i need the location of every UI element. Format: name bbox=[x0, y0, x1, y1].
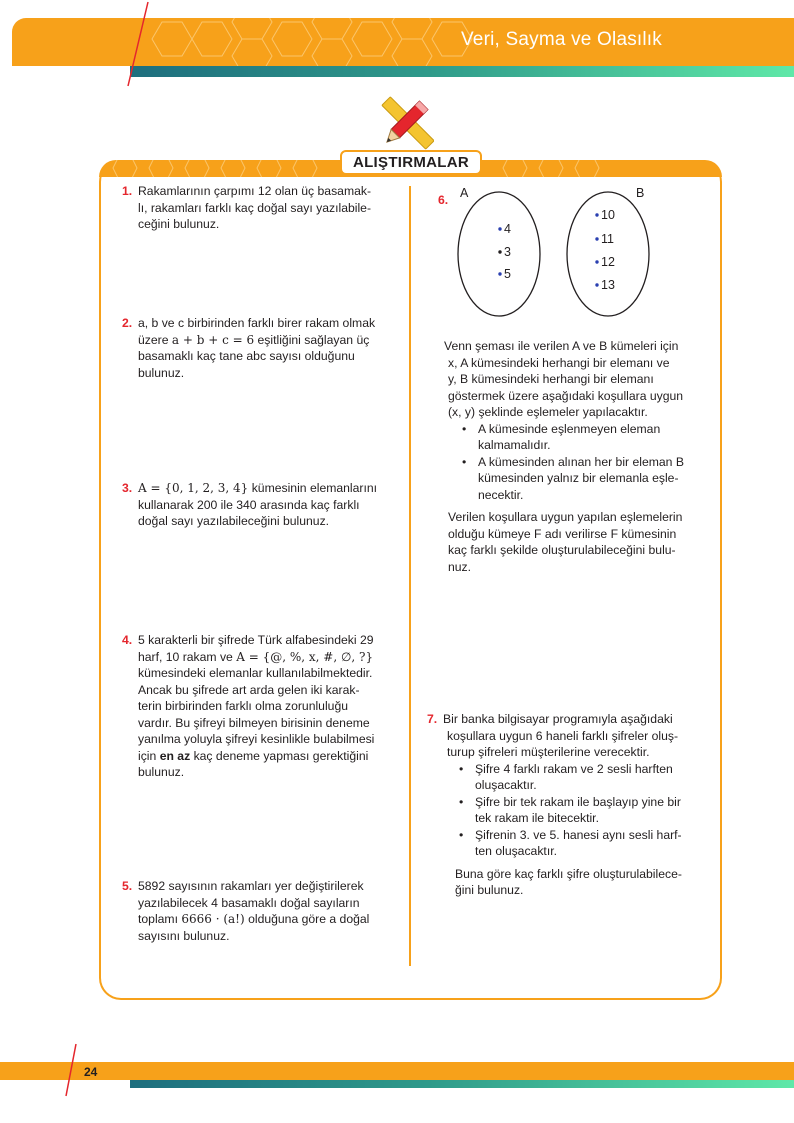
question-text-line: Venn şeması ile verilen A ve B kümeleri için bbox=[444, 339, 679, 353]
text-segment: harf, 10 rakam ve bbox=[138, 649, 233, 664]
question-text-line: vardır. Bu şifreyi bilmeyen birisinin deneme bbox=[138, 715, 370, 730]
set-a-element: 5 bbox=[504, 267, 511, 281]
question-text-line: basamaklı kaç tane abc sayısı olduğunu bbox=[138, 349, 355, 363]
emphasis-text: en az bbox=[159, 748, 191, 763]
set-b-dot bbox=[595, 213, 598, 216]
question-number: 5. bbox=[122, 879, 133, 893]
column-divider bbox=[409, 186, 411, 966]
question-number: 4. bbox=[122, 633, 133, 647]
question-text-line: (x, y) şeklinde eşlemeler yapılacaktır. bbox=[448, 405, 648, 419]
question-number: 1. bbox=[122, 184, 133, 198]
question-text-line: a, b ve c birbirinden farklı birer rakam olmak bbox=[138, 316, 376, 330]
set-a-label: A bbox=[460, 188, 469, 200]
question-text-line: y, B kümesindeki herhangi bir elemanı bbox=[448, 372, 654, 386]
question-text-line: nuz. bbox=[448, 559, 472, 574]
set-b-element: 13 bbox=[601, 278, 615, 292]
footer-banner bbox=[0, 1062, 794, 1080]
condition-item bbox=[456, 454, 709, 504]
chapter-title: Veri, Sayma ve Olasılık bbox=[460, 29, 662, 50]
text-segment: kaç deneme yapması gerektiğini bbox=[193, 748, 369, 763]
question-text-line: • A kümesinden alınan her bir eleman B bbox=[478, 454, 684, 469]
question-text-line: lı, rakamları farklı kaç doğal sayı yazılabile- bbox=[138, 200, 372, 215]
text-segment: üzere bbox=[138, 332, 169, 347]
set-b-dot bbox=[595, 283, 598, 286]
question-text-line: bulunuz. bbox=[138, 765, 185, 779]
page-number: 24 bbox=[84, 1065, 98, 1079]
question-text-line: • Şifre 4 farklı rakam ve 2 sesli harften bbox=[475, 761, 673, 776]
question-text-line: kalmamalıdır. bbox=[478, 438, 551, 452]
header-gradient-bar bbox=[130, 66, 794, 77]
question-text-line: yanılma yoluyla şifreyi kesinlikle bulabilmesi bbox=[138, 732, 375, 746]
question-6-text bbox=[444, 338, 709, 575]
set-b-element: 12 bbox=[601, 255, 615, 269]
question-text-line: x, A kümesindeki herhangi bir elemanı ve bbox=[448, 355, 670, 370]
condition-item bbox=[453, 827, 715, 860]
question-number: 2. bbox=[122, 316, 133, 330]
math-expression: 6666 · (a!) bbox=[181, 912, 245, 926]
set-b-element: 10 bbox=[601, 208, 615, 222]
pencil-ruler-icon bbox=[378, 94, 434, 152]
question-text-line: 5 karakterli bir şifrede Türk alfabesindeki 29 bbox=[138, 633, 374, 647]
set-a-dot bbox=[498, 227, 501, 230]
condition-item bbox=[453, 761, 715, 794]
venn-diagram bbox=[456, 188, 676, 320]
condition-list bbox=[447, 761, 715, 860]
question-text-line: kullanarak 200 ile 340 arasında kaç farklı bbox=[138, 497, 360, 512]
condition-item bbox=[456, 421, 709, 454]
text-segment: olduğuna göre a doğal bbox=[248, 912, 370, 926]
question-text-line bbox=[138, 649, 403, 666]
set-b-dot bbox=[595, 260, 598, 263]
question-3 bbox=[122, 480, 403, 530]
question-text-line: Ancak bu şifrede art arda gelen iki karak- bbox=[138, 682, 360, 697]
question-text-line bbox=[138, 748, 403, 765]
footer-red-slash bbox=[0, 1040, 90, 1100]
question-number: 3. bbox=[122, 481, 133, 495]
question-text-line: koşullara uygun 6 haneli farklı şifreler oluş- bbox=[447, 728, 678, 743]
question-text-line: oluşacaktır. bbox=[475, 778, 537, 792]
question-2 bbox=[122, 315, 403, 381]
text-segment: için bbox=[138, 748, 157, 763]
question-text-line: terin birbirinden farklı olma zorunluluğu bbox=[138, 699, 349, 713]
question-text-line: • Şifre bir tek rakam ile başlayıp yine bir bbox=[475, 794, 681, 809]
set-b-dot bbox=[595, 237, 598, 240]
question-text-line: turup şifreleri müşterilerine verecektir. bbox=[447, 745, 650, 759]
set-a-dot bbox=[498, 250, 501, 253]
question-text-line: Bir banka bilgisayar programıyla aşağıdaki bbox=[443, 712, 673, 726]
set-a-element: 3 bbox=[504, 245, 511, 259]
question-text-line: Buna göre kaç farklı şifre oluşturulabilece- bbox=[455, 866, 682, 881]
condition-list bbox=[448, 421, 709, 504]
question-text-line: ceğini bulunuz. bbox=[138, 217, 220, 231]
question-text-line: bulunuz. bbox=[138, 365, 185, 380]
set-a-ellipse bbox=[458, 192, 540, 316]
question-text-line: olduğu kümeye F adı verilirse F kümesinin bbox=[448, 526, 677, 541]
question-number: 6. bbox=[438, 193, 449, 207]
set-a-element: 4 bbox=[504, 222, 511, 236]
question-1 bbox=[122, 183, 398, 233]
question-text-line: sayısını bulunuz. bbox=[138, 928, 230, 943]
question-text-line: kümesinden yalnız bir elemanla eşle- bbox=[478, 471, 679, 485]
question-text-line: ten oluşacaktır. bbox=[475, 844, 557, 858]
question-text-line bbox=[138, 911, 403, 928]
question-text-line: kaç farklı şekilde oluşturulabileceğini bulu- bbox=[448, 543, 676, 557]
set-a-dot bbox=[498, 272, 501, 275]
set-b-element: 11 bbox=[601, 232, 614, 246]
question-text-line: 5892 sayısının rakamları yer değiştirilerek bbox=[138, 879, 364, 893]
math-expression: A = {@, %, x, #, ∅, ?} bbox=[236, 649, 374, 664]
section-title: ALIŞTIRMALAR bbox=[340, 150, 482, 175]
question-text-line bbox=[138, 332, 403, 349]
question-text-line: göstermek üzere aşağıdaki koşullara uygun bbox=[448, 388, 684, 403]
question-text-line: ğini bulunuz. bbox=[455, 883, 524, 897]
question-text-line: Verilen koşullara uygun yapılan eşlemelerin bbox=[448, 510, 683, 524]
question-7 bbox=[427, 711, 715, 899]
question-text-line bbox=[138, 480, 403, 497]
math-expression: A = {0, 1, 2, 3, 4} bbox=[138, 481, 249, 495]
question-text-line: tek rakam ile bitecektir. bbox=[475, 811, 599, 825]
question-4 bbox=[122, 632, 403, 781]
text-segment: kümesinin elemanlarını bbox=[251, 481, 378, 495]
question-text-line: • Şifrenin 3. ve 5. hanesi aynı sesli harf- bbox=[475, 827, 682, 842]
question-number: 7. bbox=[427, 712, 438, 726]
condition-item bbox=[453, 794, 715, 827]
text-segment: toplamı bbox=[138, 912, 178, 926]
question-5 bbox=[122, 878, 403, 944]
question-text-line: yazılabilecek 4 basamaklı doğal sayıların bbox=[138, 895, 360, 910]
math-expression: a + b + c = 6 bbox=[171, 332, 255, 347]
question-text-line: doğal sayı yazılabileceğini bulunuz. bbox=[138, 514, 330, 528]
question-text-line: • A kümesinde eşlenmeyen eleman bbox=[478, 421, 661, 436]
text-segment: eşitliğini sağlayan üç bbox=[257, 332, 370, 347]
question-text-line: necektir. bbox=[478, 487, 524, 502]
question-text-line: kümesindeki elemanlar kullanılabilmektedir. bbox=[138, 666, 373, 680]
footer-gradient-bar bbox=[130, 1080, 794, 1088]
set-b-label: B bbox=[636, 188, 645, 200]
question-text-line: Rakamlarının çarpımı 12 olan üç basamak- bbox=[138, 184, 372, 198]
red-slash-accent bbox=[0, 0, 160, 90]
